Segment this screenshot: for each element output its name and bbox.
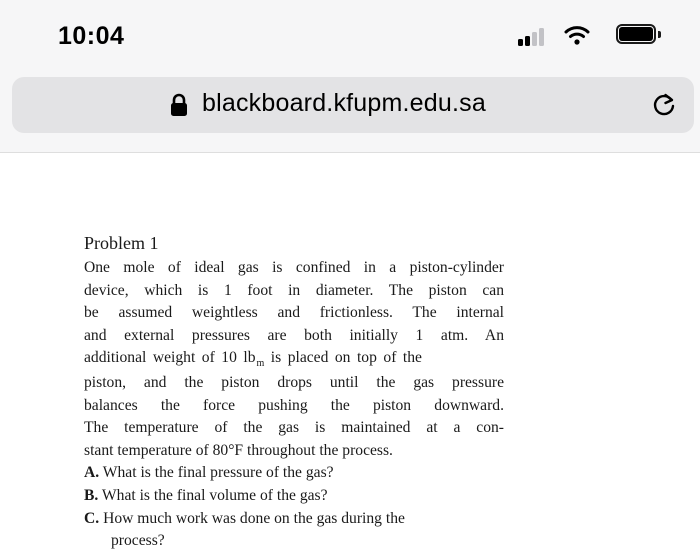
problem-title: Problem 1 [84, 233, 159, 253]
battery-icon [616, 24, 664, 46]
question-text: What is the final volume of the gas? [98, 486, 328, 504]
problem-line: One mole of ideal gas is confined in a piston-cylinder [84, 259, 504, 276]
cellular-signal-icon [518, 26, 548, 46]
question-text: How much work was done on the gas during the [99, 509, 405, 527]
weight-text-before: additional weight of 10 lb [84, 349, 256, 367]
question-label: C. [84, 509, 100, 527]
problem-line: piston, and the piston drops until the gas pressure [84, 373, 504, 391]
problem-line: be assumed weightless and frictionless. The internal [84, 304, 504, 322]
problem-line: The temperature of the gas is maintained at a con- [84, 419, 504, 437]
lock-icon [170, 93, 188, 117]
question-c-continuation: process? [111, 532, 165, 550]
question-c [84, 508, 504, 531]
reload-icon[interactable] [650, 91, 678, 119]
problem-line: device, which is 1 foot in diameter. The piston can [84, 281, 504, 299]
weight-text-after: is placed on top of the [264, 349, 422, 367]
question-label: B. [84, 486, 99, 504]
status-time: 10:04 [58, 22, 125, 50]
weight-subscript: m [256, 358, 265, 370]
question-b [84, 485, 504, 508]
address-bar[interactable] [12, 77, 694, 133]
wifi-icon [564, 24, 590, 46]
browser-chrome [0, 0, 700, 153]
problem-text [84, 257, 504, 553]
problem-line-weight [84, 347, 504, 372]
problem-line: stant temperature of 80°F throughout the process. [84, 441, 393, 459]
problem-content [84, 233, 504, 553]
problem-line: and external pressures are both initially 1 atm. An [84, 326, 504, 344]
question-a [84, 462, 504, 485]
question-text: What is the final pressure of the gas? [99, 464, 334, 482]
problem-line: balances the force pushing the piston downward. [84, 396, 504, 414]
url-text[interactable]: blackboard.kfupm.edu.sa [202, 89, 486, 117]
status-icons [504, 24, 664, 48]
question-label: A. [84, 464, 100, 482]
